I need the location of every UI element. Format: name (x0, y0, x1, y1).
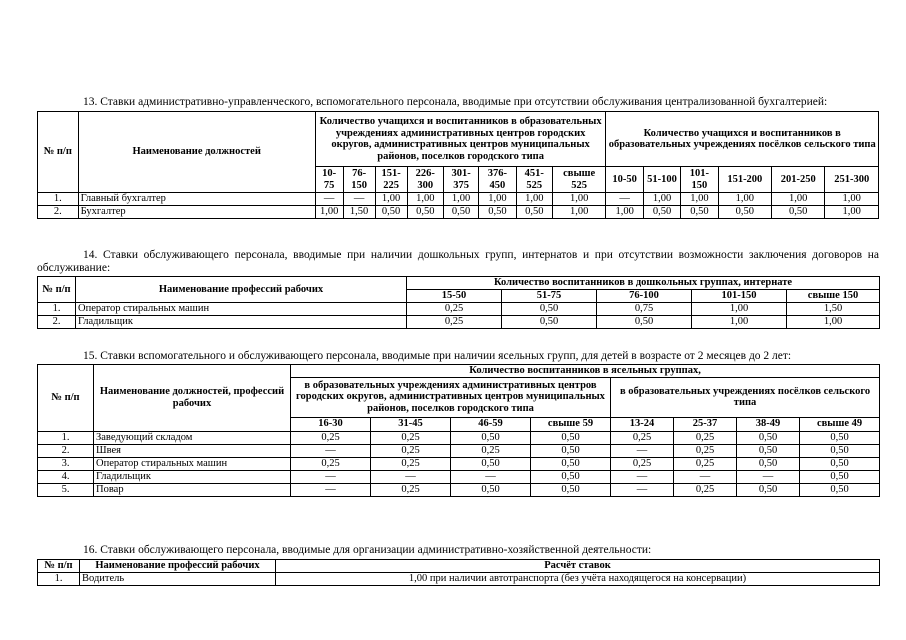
row-value: — (606, 193, 643, 206)
table-13 (37, 111, 879, 219)
row-value: 0,25 (674, 431, 737, 444)
row-value: — (291, 444, 371, 457)
column-header: свыше 49 (800, 417, 880, 431)
table-row (38, 193, 879, 206)
row-value: — (737, 470, 800, 483)
column-header: 251-300 (825, 167, 879, 193)
row-value: — (343, 193, 375, 206)
row-value: — (451, 470, 531, 483)
table-15 (37, 364, 880, 497)
column-header: свыше 59 (531, 417, 611, 431)
row-value: 0,50 (800, 470, 880, 483)
row-value: 0,50 (451, 431, 531, 444)
table-row (38, 316, 880, 329)
row-value: 0,50 (800, 483, 880, 496)
row-calc: 1,00 при наличии автотранспорта (без учёта находящегося на консервации) (276, 573, 880, 586)
row-value: 0,50 (643, 206, 680, 219)
row-value: 0,50 (516, 206, 552, 219)
row-value: 0,25 (291, 457, 371, 470)
column-header: 10-75 (315, 167, 343, 193)
row-value: 1,00 (443, 193, 478, 206)
row-value: 0,50 (502, 316, 597, 329)
row-value: 0,50 (597, 316, 692, 329)
row-value: 0,25 (371, 457, 451, 470)
row-number: 2. (38, 444, 94, 457)
column-header: 51-100 (643, 167, 680, 193)
row-value: 1,00 (681, 193, 718, 206)
column-header: 38-49 (737, 417, 800, 431)
table-14 (37, 276, 880, 329)
column-header: 301-375 (443, 167, 478, 193)
column-header: 226-300 (407, 167, 443, 193)
row-value: 0,50 (800, 444, 880, 457)
table-row (38, 483, 880, 496)
row-value: 0,50 (531, 470, 611, 483)
row-value: 0,25 (611, 457, 674, 470)
t14-header-name: Наименование профессий рабочих (76, 277, 407, 303)
row-value: — (611, 483, 674, 496)
row-value: 0,25 (371, 431, 451, 444)
column-header: свыше 150 (787, 290, 880, 303)
row-value: 0,50 (737, 483, 800, 496)
t14-header-num: № п/п (38, 277, 76, 303)
row-value: 0,50 (451, 457, 531, 470)
row-value: 0,50 (451, 483, 531, 496)
column-header: 151-200 (718, 167, 771, 193)
row-value: 0,50 (737, 444, 800, 457)
row-value: 0,25 (407, 303, 502, 316)
row-number: 1. (38, 193, 79, 206)
column-header: 31-45 (371, 417, 451, 431)
column-header: 376-450 (479, 167, 516, 193)
row-name: Гладильщик (94, 470, 291, 483)
row-value: — (611, 444, 674, 457)
t16-header-num: № п/п (38, 560, 80, 573)
row-value: 0,50 (407, 206, 443, 219)
row-value: 1,00 (825, 193, 879, 206)
row-value: 0,50 (531, 483, 611, 496)
row-value: — (611, 470, 674, 483)
row-value: — (371, 470, 451, 483)
section-15-caption: 15. Ставки вспомогательного и обслуживающего персонала, вводимые при наличии ясельных групп, для детей в возрасте от 2 месяцев до 2 лет: (83, 350, 792, 362)
t16-header-calc: Расчёт ставок (276, 560, 880, 573)
row-name: Гладильщик (76, 316, 407, 329)
section-15 (37, 350, 879, 497)
column-header: свыше 525 (552, 167, 606, 193)
column-header: 15-50 (407, 290, 502, 303)
row-value: 0,25 (674, 444, 737, 457)
row-value: 0,25 (407, 316, 502, 329)
row-number: 1. (38, 303, 76, 316)
column-header: 451-525 (516, 167, 552, 193)
row-value: 1,00 (772, 193, 825, 206)
row-name: Заведующий складом (94, 431, 291, 444)
table-16 (37, 559, 880, 586)
column-header: 76-100 (597, 290, 692, 303)
t13-header-group1: Количество учащихся и воспитанников в образовательных учреждениях административных центров городских округов, административных центров муниципальных районов, поселков городского типа (315, 112, 606, 167)
row-value: 0,50 (718, 206, 771, 219)
column-header: 10-50 (606, 167, 643, 193)
row-value: 0,25 (611, 431, 674, 444)
t13-header-name: Наименование должностей (78, 112, 315, 193)
row-value: 1,00 (787, 316, 880, 329)
t16-header-name: Наименование профессий рабочих (80, 560, 276, 573)
table-row (38, 206, 879, 219)
row-name: Оператор стиральных машин (94, 457, 291, 470)
row-name: Швея (94, 444, 291, 457)
column-header: 101-150 (681, 167, 718, 193)
row-value: 0,50 (737, 431, 800, 444)
column-header: 13-24 (611, 417, 674, 431)
section-13 (37, 96, 879, 219)
row-value: 1,00 (692, 303, 787, 316)
row-value: 0,50 (531, 457, 611, 470)
table-row (38, 457, 880, 470)
row-value: 0,50 (502, 303, 597, 316)
column-header: 76-150 (343, 167, 375, 193)
row-name: Повар (94, 483, 291, 496)
row-value: 0,50 (800, 457, 880, 470)
row-value: 1,00 (692, 316, 787, 329)
row-number: 3. (38, 457, 94, 470)
t13-header-num: № п/п (38, 112, 79, 193)
row-number: 1. (38, 431, 94, 444)
row-value: 0,75 (597, 303, 692, 316)
row-value: — (291, 483, 371, 496)
row-value: 0,50 (800, 431, 880, 444)
row-value: 1,00 (825, 206, 879, 219)
row-value: 0,50 (681, 206, 718, 219)
row-number: 2. (38, 316, 76, 329)
row-value: 1,00 (606, 206, 643, 219)
t15-header-top: Количество воспитанников в ясельных группах, (291, 365, 880, 378)
row-value: 0,50 (375, 206, 407, 219)
row-value: — (291, 470, 371, 483)
table-row (38, 470, 880, 483)
row-value: 1,00 (315, 206, 343, 219)
row-value: 0,50 (531, 431, 611, 444)
row-name: Бухгалтер (78, 206, 315, 219)
t14-header-group: Количество воспитанников в дошкольных группах, интернате (407, 277, 880, 290)
row-value: 0,50 (737, 457, 800, 470)
row-value: 0,25 (371, 444, 451, 457)
row-value: 1,00 (552, 193, 606, 206)
row-value: 1,00 (407, 193, 443, 206)
section-16 (37, 544, 879, 586)
t15-header-num: № п/п (38, 365, 94, 432)
row-number: 4. (38, 470, 94, 483)
section-16-caption: 16. Ставки обслуживающего персонала, вводимые для организации административно-хозяйственной деятельности: (83, 544, 652, 556)
section-14-caption: 14. Ставки обслуживающего персонала, вводимые при наличии дошкольных групп, интернатов и при отсутствии возможности заключения договоров на обслуживание: (37, 249, 879, 274)
row-value: — (674, 470, 737, 483)
column-header: 25-37 (674, 417, 737, 431)
table-row (38, 444, 880, 457)
row-value: 1,00 (552, 206, 606, 219)
section-14 (37, 249, 879, 329)
row-value: 0,25 (291, 431, 371, 444)
row-value: 1,50 (787, 303, 880, 316)
row-value: 0,25 (674, 457, 737, 470)
row-value: 0,25 (371, 483, 451, 496)
row-value: — (315, 193, 343, 206)
column-header: 201-250 (772, 167, 825, 193)
t15-header-group1: в образовательных учреждениях административных центров городских округов, административных центров муниципальных районов, поселков городского типа (291, 377, 611, 417)
row-value: 1,00 (375, 193, 407, 206)
t13-header-group2: Количество учащихся и воспитанников в образовательных учреждениях посёлков сельского типа (606, 112, 879, 167)
row-name: Водитель (80, 573, 276, 586)
column-header: 151-225 (375, 167, 407, 193)
table-row (38, 431, 880, 444)
t15-header-name: Наименование должностей, профессий рабочих (94, 365, 291, 432)
table-row (38, 303, 880, 316)
section-13-caption: 13. Ставки административно-управленческого, вспомогательного персонала, вводимые при отсутствии обслуживания централизованной бухгалтерией: (83, 96, 828, 108)
column-header: 46-59 (451, 417, 531, 431)
row-name: Главный бухгалтер (78, 193, 315, 206)
row-value: 0,25 (674, 483, 737, 496)
row-name: Оператор стиральных машин (76, 303, 407, 316)
row-value: 1,00 (479, 193, 516, 206)
t15-header-group2: в образовательных учреждениях посёлков сельского типа (611, 377, 880, 417)
column-header: 101-150 (692, 290, 787, 303)
row-value: 1,00 (516, 193, 552, 206)
row-value: 0,50 (772, 206, 825, 219)
row-value: 0,25 (451, 444, 531, 457)
row-number: 2. (38, 206, 79, 219)
row-number: 1. (38, 573, 80, 586)
row-value: 0,50 (443, 206, 478, 219)
column-header: 51-75 (502, 290, 597, 303)
row-value: 0,50 (479, 206, 516, 219)
row-value: 1,00 (643, 193, 680, 206)
table-row (38, 573, 880, 586)
column-header: 16-30 (291, 417, 371, 431)
row-value: 1,50 (343, 206, 375, 219)
row-number: 5. (38, 483, 94, 496)
row-value: 1,00 (718, 193, 771, 206)
row-value: 0,50 (531, 444, 611, 457)
